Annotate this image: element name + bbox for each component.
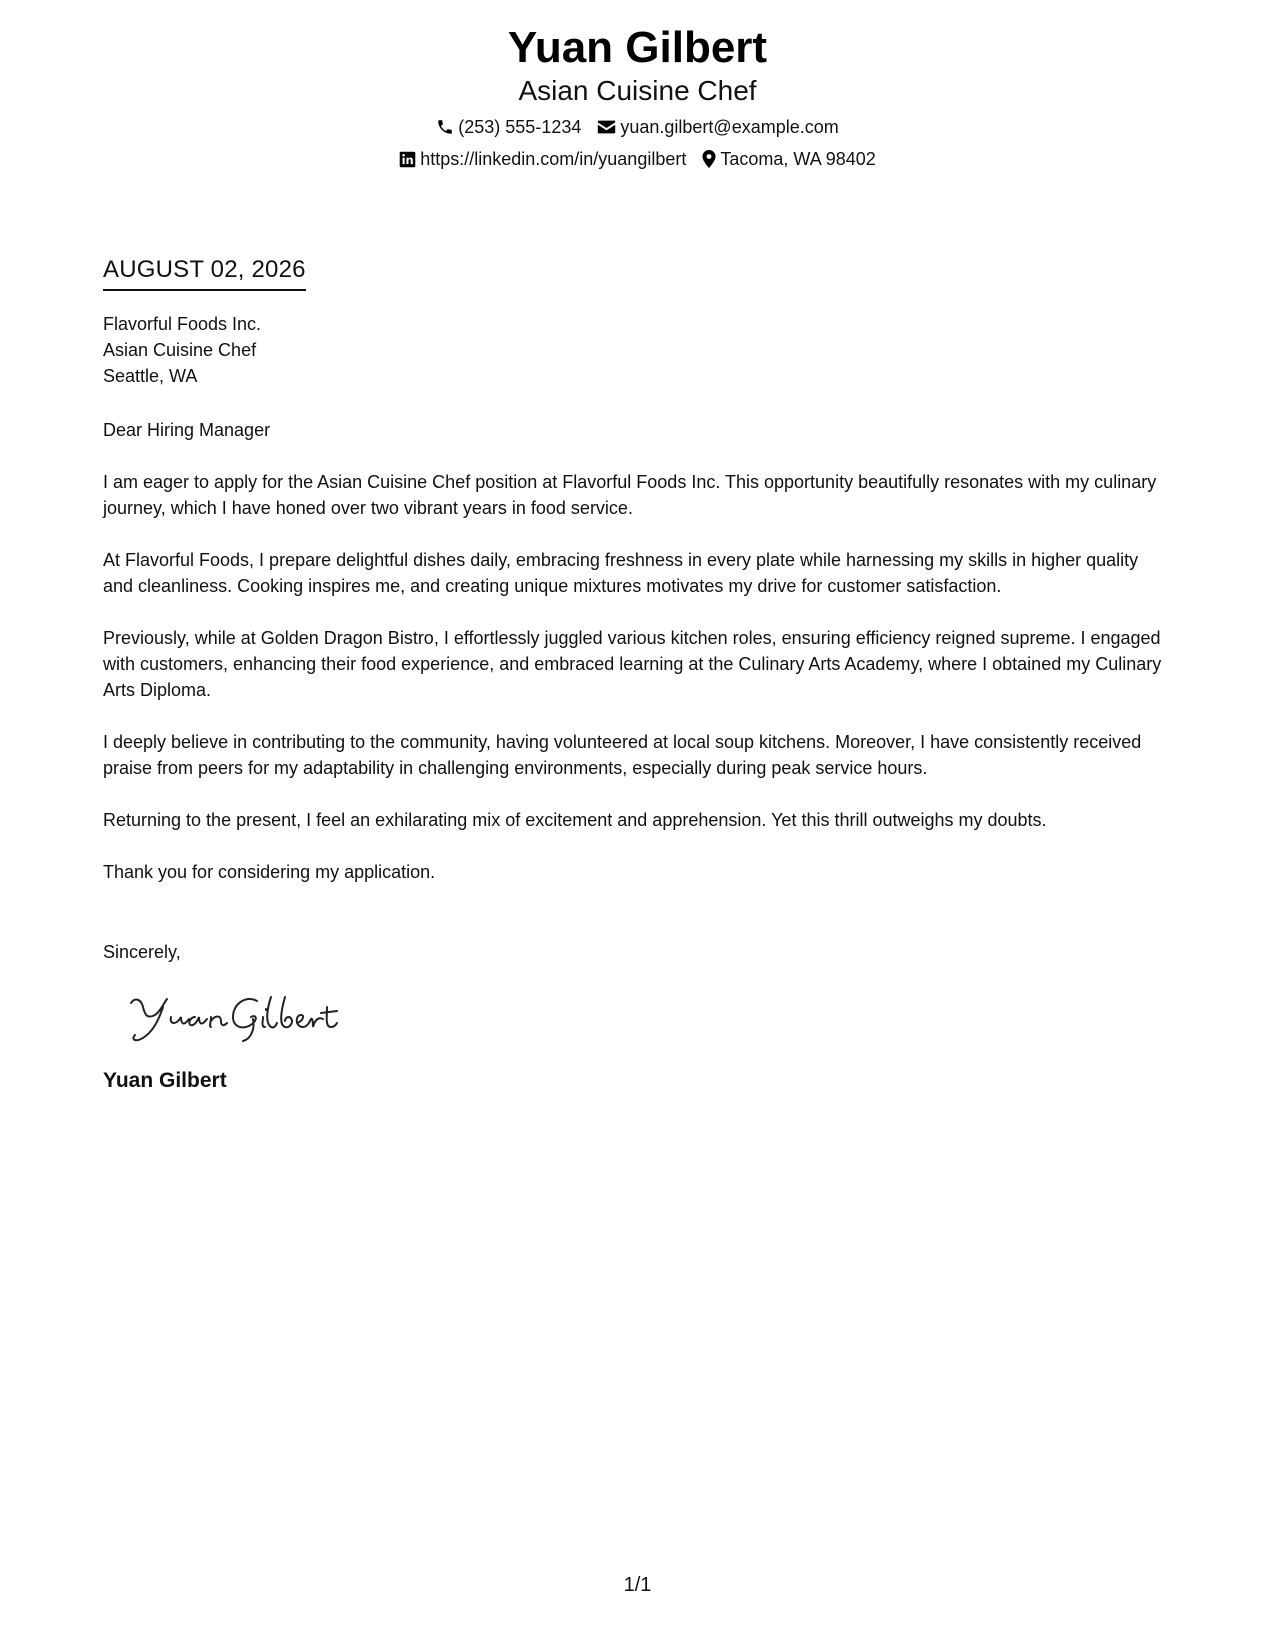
letter-header [0,22,1275,171]
paragraph: I deeply believe in contributing to the community, having volunteered at local soup kitchens. Moreover, I have consistently received praise from peers for my adaptability in challenging environments, especially during peak service hours. [103,732,1142,778]
contact-email [597,115,838,139]
page-number: 1/1 [623,1574,652,1596]
linkedin-text: https://linkedin.com/in/yuangilbert [420,149,687,169]
paragraph: Returning to the present, I feel an exhilarating mix of excitement and apprehension. Yet this thrill outweighs my doubts. [103,810,1047,830]
phone-text: (253) 555-1234 [458,117,582,137]
letter-body [103,255,1173,1095]
applicant-name: Yuan Gilbert [507,23,768,72]
paragraph: I am eager to apply for the Asian Cuisine Chef position at Flavorful Foods Inc. This opportunity beautifully resonates with my culinary journey, which I have honed over two vibrant years in food service. [103,472,1157,518]
recipient-block [103,311,1173,389]
email-text: yuan.gilbert@example.com [620,117,839,137]
contact-phone [436,115,581,139]
contact-row-secondary [0,147,1275,171]
envelope-icon [597,119,616,135]
letter-date: AUGUST 02, 2026 [103,255,306,291]
applicant-role: Asian Cuisine Chef [518,75,757,106]
location-text: Tacoma, WA 98402 [720,149,876,169]
paragraph: At Flavorful Foods, I prepare delightful dishes daily, embracing freshness in every plate while harnessing my skills in higher quality and cleanliness. Cooking inspires me, and creating unique mixtures motivates my drive for customer satisfaction. [103,550,1139,596]
contact-linkedin [399,147,686,171]
paragraph: Previously, while at Golden Dragon Bistro, I effortlessly juggled various kitchen roles, ensuring efficiency reigned supreme. I engaged with customers, enhancing their food experience, and embraced learning at the Culinary Arts Academy, where I obtained my Culinary Arts Diploma. [103,628,1162,700]
closing: Sincerely, [103,942,181,962]
recipient-company: Flavorful Foods Inc. [103,314,262,334]
handwritten-signature [125,989,1173,1049]
map-pin-icon [702,150,716,168]
paragraph: Thank you for considering my application. [103,862,436,882]
contact-location [702,147,875,171]
phone-icon [436,118,454,136]
recipient-city: Seattle, WA [103,366,198,386]
signer-name: Yuan Gilbert [103,1069,227,1092]
linkedin-icon [399,151,416,168]
salutation: Dear Hiring Manager [103,420,271,440]
recipient-position: Asian Cuisine Chef [103,340,257,360]
contact-row-primary [0,115,1275,139]
